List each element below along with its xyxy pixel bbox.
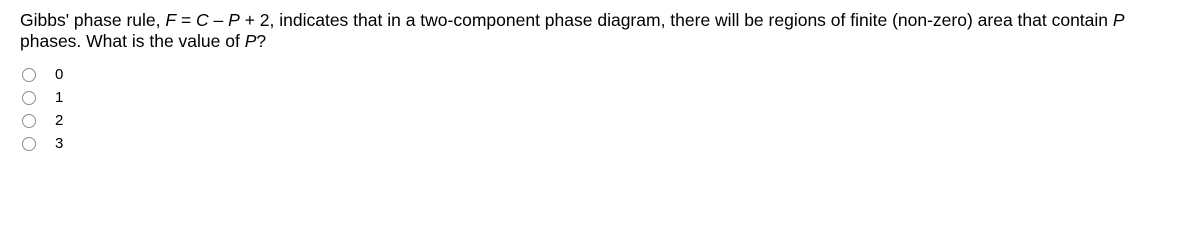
radio-button[interactable] (22, 137, 36, 151)
equation-part-1: = (176, 10, 197, 30)
option-label: 2 (55, 111, 64, 129)
answer-option-0[interactable] (22, 63, 63, 86)
answer-option-1[interactable] (22, 86, 63, 109)
variable-p-third: P (244, 31, 257, 51)
variable-p-second: P (1112, 10, 1125, 30)
option-label: 1 (55, 88, 64, 106)
answer-option-3[interactable] (22, 132, 63, 155)
variable-c: C (196, 10, 209, 30)
question-middle: phases. What is the value of (20, 31, 245, 51)
answer-options (22, 63, 63, 155)
variable-f: F (165, 10, 177, 30)
variable-p: P (228, 10, 240, 30)
option-label: 3 (55, 134, 64, 152)
radio-button[interactable] (22, 91, 36, 105)
question-intro: Gibbs' phase rule, (20, 10, 166, 30)
question-end: ? (256, 31, 267, 51)
radio-button[interactable] (22, 68, 36, 82)
radio-button[interactable] (22, 114, 36, 128)
answer-option-2[interactable] (22, 109, 63, 132)
option-label: 0 (55, 65, 64, 83)
equation-part-3: + 2, indicates that in a two-component phase diagram, there will be regions of finite (non-zero) area that contain (239, 10, 1113, 30)
equation-part-2: – (208, 10, 229, 30)
question-text (20, 10, 1180, 52)
